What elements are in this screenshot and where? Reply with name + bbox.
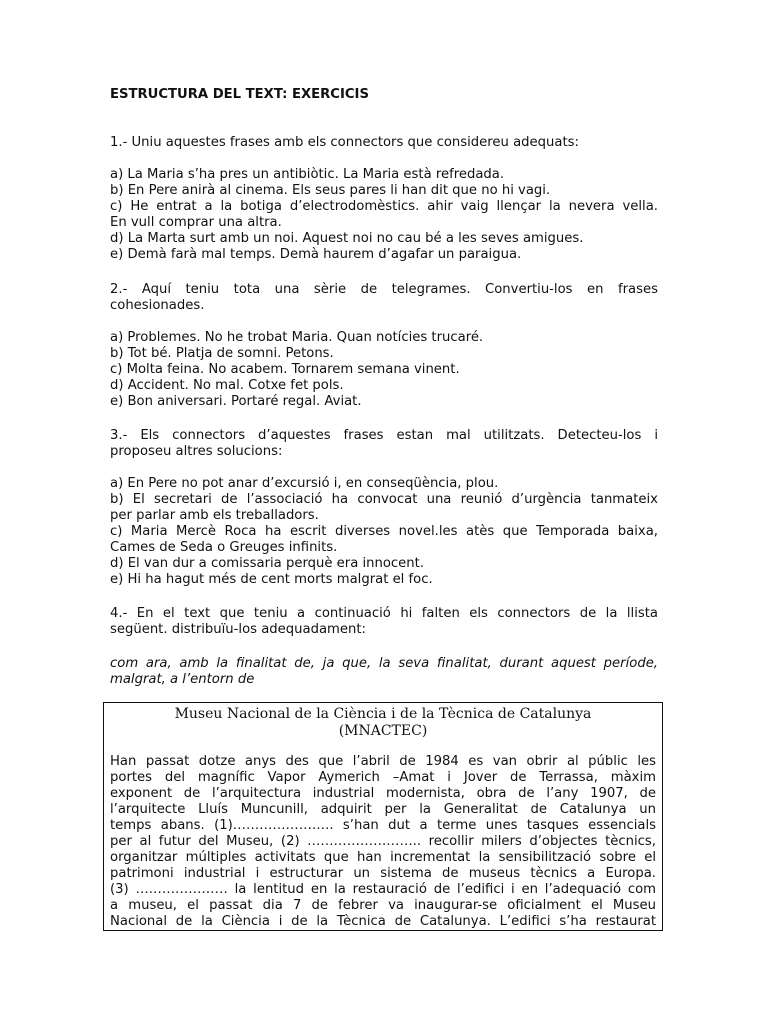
exercise-3-items xyxy=(110,476,658,588)
exercise-2 xyxy=(110,282,658,314)
body-line: organitzar múltiples activitats que han incrementat la sensibilització sobre el xyxy=(110,850,656,865)
exercise-1-items xyxy=(110,167,658,263)
exercise-3 xyxy=(110,428,658,460)
exercise-4-prompt-line: següent. distribuïu-los adequadament: xyxy=(110,622,366,637)
heading-line: (MNACTEC) xyxy=(338,723,428,739)
exercise-1-prompt: 1.- Uniu aquestes frases amb els connectors que considereu adequats: xyxy=(110,135,579,150)
list-item: d) El van dur a comissaria perquè era innocent. xyxy=(110,556,425,571)
body-line: Han passat dotze anys des que l’abril de 1984 es van obrir al públic les xyxy=(110,754,656,769)
list-item: Cames de Seda o Greuges infinits. xyxy=(110,540,338,555)
body-line: portes del magnífic Vapor Aymerich –Amat i Jover de Terrassa, màxim xyxy=(110,770,656,785)
list-item: c) Maria Mercè Roca ha escrit diverses novel.les atès que Temporada baixa, xyxy=(110,524,658,539)
list-item: per parlar amb els treballadors. xyxy=(110,508,319,523)
list-item: a) En Pere no pot anar d’excursió i, en conseqüència, plou. xyxy=(110,476,499,491)
list-item: d) La Marta surt amb un noi. Aquest noi no cau bé a les seves amigues. xyxy=(110,231,584,246)
list-item: c) He entrat a la botiga d’electrodomèstics. ahir vaig llençar la nevera vella. xyxy=(110,199,658,214)
exercise-2-items xyxy=(110,330,658,410)
list-item: e) Bon aniversari. Portaré regal. Aviat. xyxy=(110,394,362,409)
list-item: b) El secretari de l’associació ha convocat una reunió d’urgència tanmateix xyxy=(110,492,658,507)
heading-line: Museu Nacional de la Ciència i de la Tècnica de Catalunya xyxy=(174,706,592,722)
list-item: d) Accident. No mal. Cotxe fet pols. xyxy=(110,378,344,393)
connectors-line: malgrat, a l’entorn de xyxy=(110,672,255,687)
body-line: temps abans. (1)………………….. s’han dut a terme unes tasques essencials xyxy=(110,818,656,833)
museum-text-heading xyxy=(104,703,662,740)
list-item: a) La Maria s’ha pres un antibiòtic. La Maria està refredada. xyxy=(110,167,505,182)
list-item: e) Demà farà mal temps. Demà haurem d’agafar un paraigua. xyxy=(110,247,522,262)
exercise-3-prompt-line: 3.- Els connectors d’aquestes frases estan mal utilitzats. Detecteu-los i xyxy=(110,428,658,443)
exercise-2-prompt-line: cohesionades. xyxy=(110,298,205,313)
body-line: Nacional de la Ciència i de la Tècnica de Catalunya. L’edifici s’ha restaurat xyxy=(110,914,656,929)
exercise-1 xyxy=(110,135,658,151)
body-line: a museu, el passat dia 7 de febrer va inaugurar-se oficialment el Museu xyxy=(110,898,656,913)
body-line: (3) ………………… la lentitud en la restauració de l’edifici i en l’adequació com xyxy=(110,882,656,897)
list-item: En vull comprar una altra. xyxy=(110,215,282,230)
document-title: ESTRUCTURA DEL TEXT: EXERCICIS xyxy=(110,87,369,102)
list-item: b) Tot bé. Platja de somni. Petons. xyxy=(110,346,334,361)
list-item: e) Hi ha hagut més de cent morts malgrat el foc. xyxy=(110,572,433,587)
body-line: l’arquitecte Lluís Muncunill, adquirit per la Generalitat de Catalunya un xyxy=(110,802,656,817)
exercise-2-prompt-line: 2.- Aquí teniu tota una sèrie de telegrames. Convertiu-los en frases xyxy=(110,282,658,297)
exercise-4-prompt-line: 4.- En el text que teniu a continuació hi falten els connectors de la llista xyxy=(110,606,658,621)
museum-text-box xyxy=(103,702,663,931)
list-item: c) Molta feina. No acabem. Tornarem semana vinent. xyxy=(110,362,460,377)
list-item: a) Problemes. No he trobat Maria. Quan notícies trucaré. xyxy=(110,330,484,345)
exercise-3-prompt-line: proposeu altres solucions: xyxy=(110,444,283,459)
exercise-4 xyxy=(110,606,658,638)
body-line: patrimoni industrial i estructurar un sistema de museus tècnics a Europa. xyxy=(110,866,656,881)
list-item: b) En Pere anirà al cinema. Els seus pares li han dit que no hi vagi. xyxy=(110,183,551,198)
connectors-list xyxy=(110,656,658,688)
body-line: exponent de l’arquitectura industrial modernista, obra de l’any 1907, de xyxy=(110,786,656,801)
body-line: per al futur del Museu, (2) …………………….. recollir milers d’objectes tècnics, xyxy=(110,834,656,849)
connectors-line: com ara, amb la finalitat de, ja que, la seva finalitat, durant aquest període, xyxy=(110,656,658,671)
museum-text-body xyxy=(110,754,656,930)
